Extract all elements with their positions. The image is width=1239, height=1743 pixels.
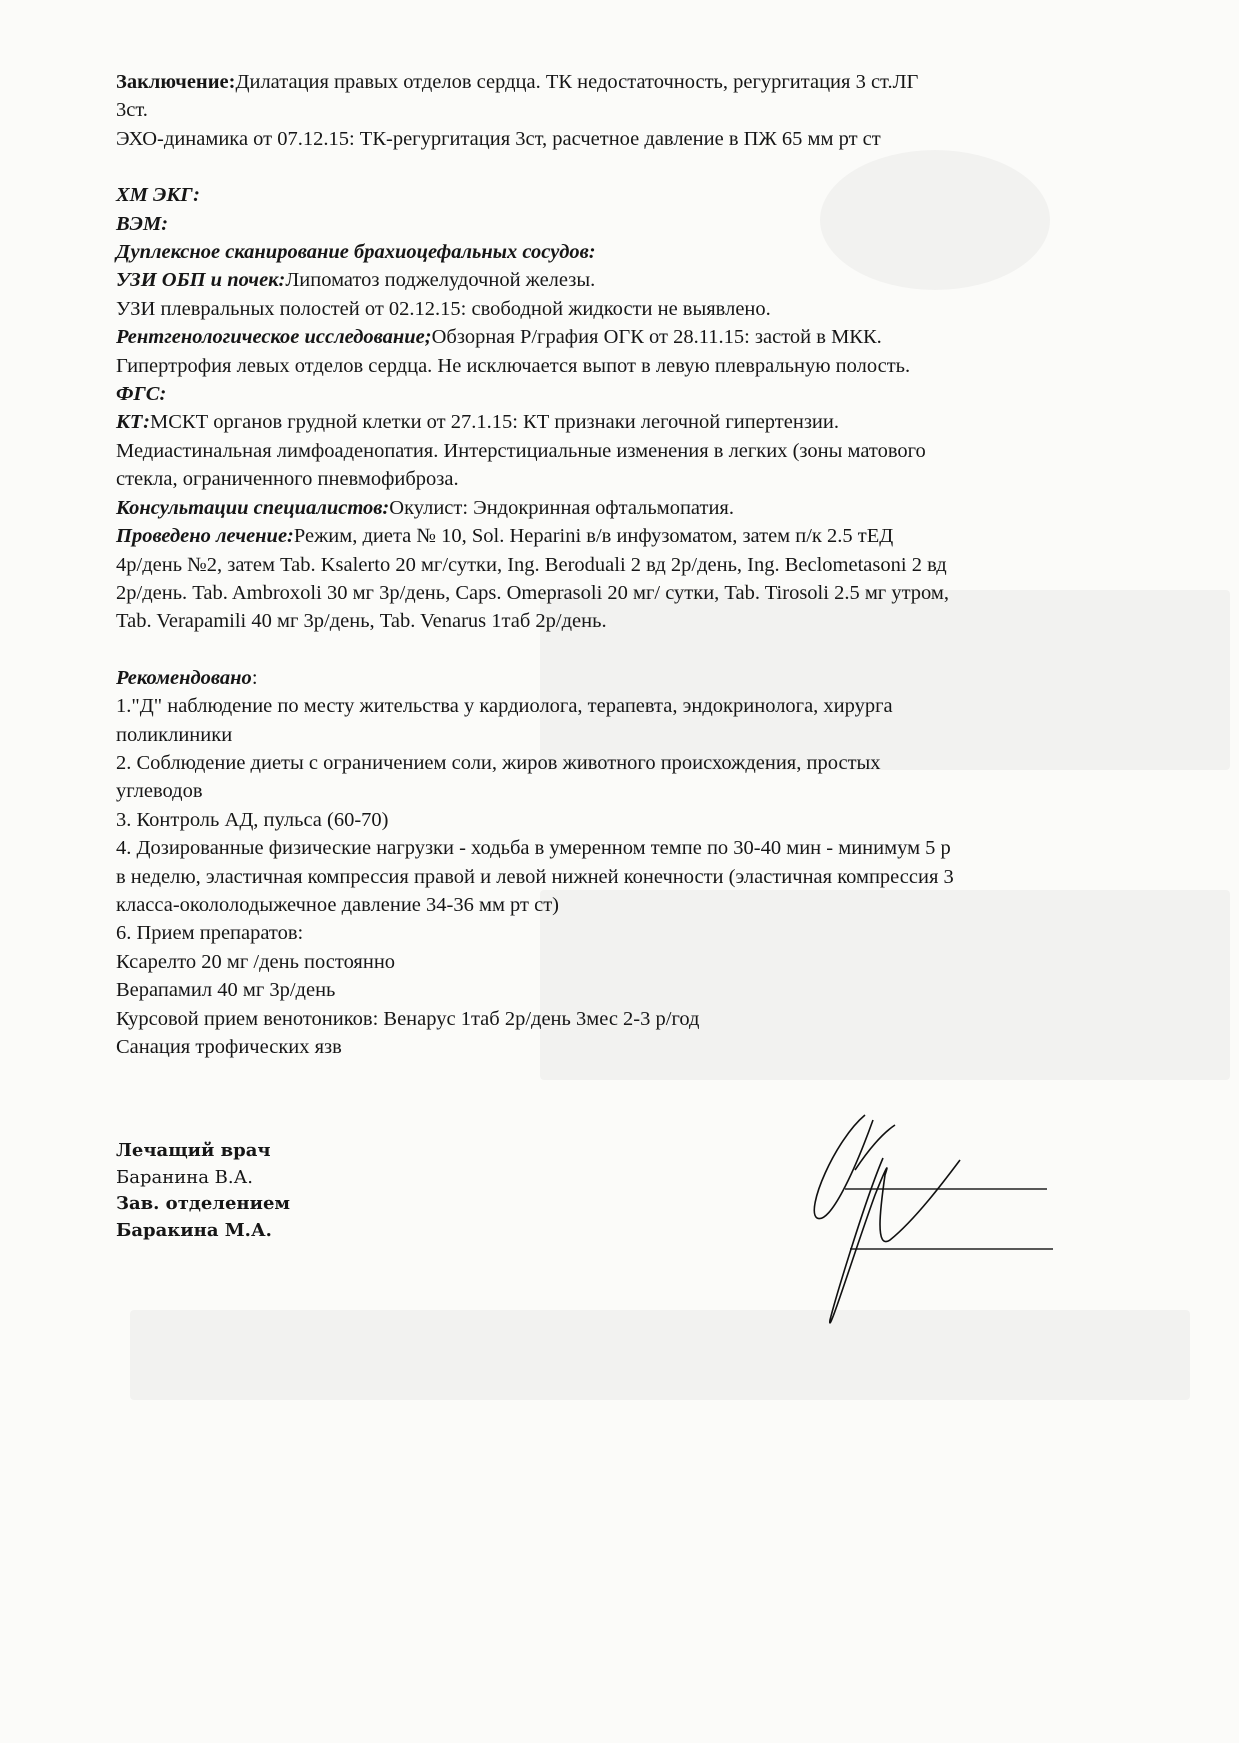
recommendation-line: 4. Дозированные физические нагрузки - ходьба в умеренном темпе по 30-40 мин - минимум 5 р	[116, 837, 951, 860]
ct-label: КТ:	[116, 411, 151, 434]
fgs-label: ФГС:	[116, 383, 167, 406]
recommendations-label: Рекомендовано	[116, 666, 252, 689]
conclusion-label: Заключение:	[116, 71, 236, 93]
doctor-title: Лечащий врач	[116, 1140, 271, 1161]
recommendations-heading	[116, 664, 1126, 692]
head-title: Зав. отделением	[116, 1193, 291, 1214]
uzi-text: Липоматоз поджелудочной железы.	[285, 269, 596, 292]
xray-cont: Гипертрофия левых отделов сердца. Не исключается выпот в левую плевральную полость.	[116, 354, 911, 377]
conclusion-cont: 3ст.	[116, 99, 148, 122]
handwritten-signature	[795, 1100, 1075, 1340]
uzi-label: УЗИ ОБП и почек:	[116, 269, 286, 292]
recommendation-line: Верапамил 40 мг 3р/день	[116, 979, 336, 1002]
head-name: Баракина М.А.	[116, 1219, 272, 1241]
duplex-label: Дуплексное сканирование брахиоцефальных сосудов:	[116, 241, 596, 264]
xray-label: Рентгенологическое исследование;	[116, 326, 432, 349]
ct-cont-2: стекла, ограниченного пневмофиброза.	[116, 468, 459, 491]
recommendation-line: поликлиники	[116, 723, 233, 746]
ct-line	[116, 408, 1126, 436]
signature-stroke	[814, 1115, 895, 1219]
document-body	[116, 68, 1126, 1061]
consult-text: Окулист: Эндокринная офтальмопатия.	[389, 496, 734, 519]
uzi-pleural: УЗИ плевральных полостей от 02.12.15: свободной жидкости не выявлено.	[116, 297, 771, 320]
holter-label: ХМ ЭКГ:	[116, 184, 200, 207]
signature-stroke	[830, 1158, 960, 1323]
xray-line	[116, 323, 1126, 351]
recommendation-line: 1."Д" наблюдение по месту жительства у кардиолога, терапевта, эндокринолога, хирурга	[116, 695, 893, 718]
echo-dynamics: ЭХО-динамика от 07.12.15: ТК-регургитация 3ст, расчетное давление в ПЖ 65 мм рт ст	[116, 127, 881, 150]
signature-block	[116, 1138, 290, 1244]
treatment-cont-3: Tab. Verapamili 40 мг 3р/день, Tab. Venarus 1таб 2р/день.	[116, 610, 607, 633]
ct-text: МСКТ органов грудной клетки от 27.1.15: КТ признаки легочной гипертензии.	[150, 411, 839, 434]
vem-label: ВЭМ:	[116, 212, 169, 235]
recommendation-line: углеводов	[116, 780, 203, 803]
recommendation-line: Ксарелто 20 мг /день постоянно	[116, 950, 396, 973]
recommendation-line: класса-окололодыжечное давление 34-36 мм рт ст)	[116, 893, 560, 916]
conclusion-text: Дилатация правых отделов сердца. ТК недостаточность, регургитация 3 ст.ЛГ	[235, 71, 919, 93]
recommendation-line: Курсовой прием венотоников: Венарус 1таб 2р/день 3мес 2-3 р/год	[116, 1007, 700, 1030]
consult-label: Консультации специалистов:	[116, 496, 390, 519]
doctor-name: Баранина В.А.	[116, 1166, 253, 1188]
treatment-label: Проведено лечение:	[116, 525, 294, 548]
recommendations-colon: :	[251, 666, 258, 689]
treatment-cont-2: 2р/день. Tab. Ambroxoli 30 мг 3р/день, Caps. Omeprasoli 20 мг/ сутки, Tab. Tirosoli 2.5 мг утром,	[116, 581, 949, 604]
xray-text: Обзорная Р/графия ОГК от 28.11.15: застой в МКК.	[431, 326, 882, 349]
recommendation-line: 2. Соблюдение диеты с ограничением соли, жиров животного происхождения, простых	[116, 751, 881, 774]
conclusion-line	[116, 68, 1126, 96]
treatment-cont-1: 4р/день №2, затем Tab. Ksalerto 20 мг/сутки, Ing. Berodualі 2 вд 2р/день, Ing. Beclometasoni 2 вд	[116, 553, 947, 576]
treatment-line	[116, 522, 1126, 550]
uzi-line	[116, 266, 1126, 294]
recommendation-line: 6. Прием препаратов:	[116, 922, 304, 945]
recommendation-line: 3. Контроль АД, пульса (60-70)	[116, 808, 389, 831]
recommendation-line: в неделю, эластичная компрессия правой и левой нижней конечности (эластичная компрессия 3	[116, 865, 954, 888]
consult-line	[116, 494, 1126, 522]
treatment-text: Режим, диета № 10, Sol. Heparini в/в инфузоматом, затем п/к 2.5 тЕД	[293, 525, 894, 548]
recommendation-line: Санация трофических язв	[116, 1036, 342, 1058]
ct-cont-1: Медиастинальная лимфоаденопатия. Интерстициальные изменения в легких (зоны матового	[116, 439, 926, 462]
